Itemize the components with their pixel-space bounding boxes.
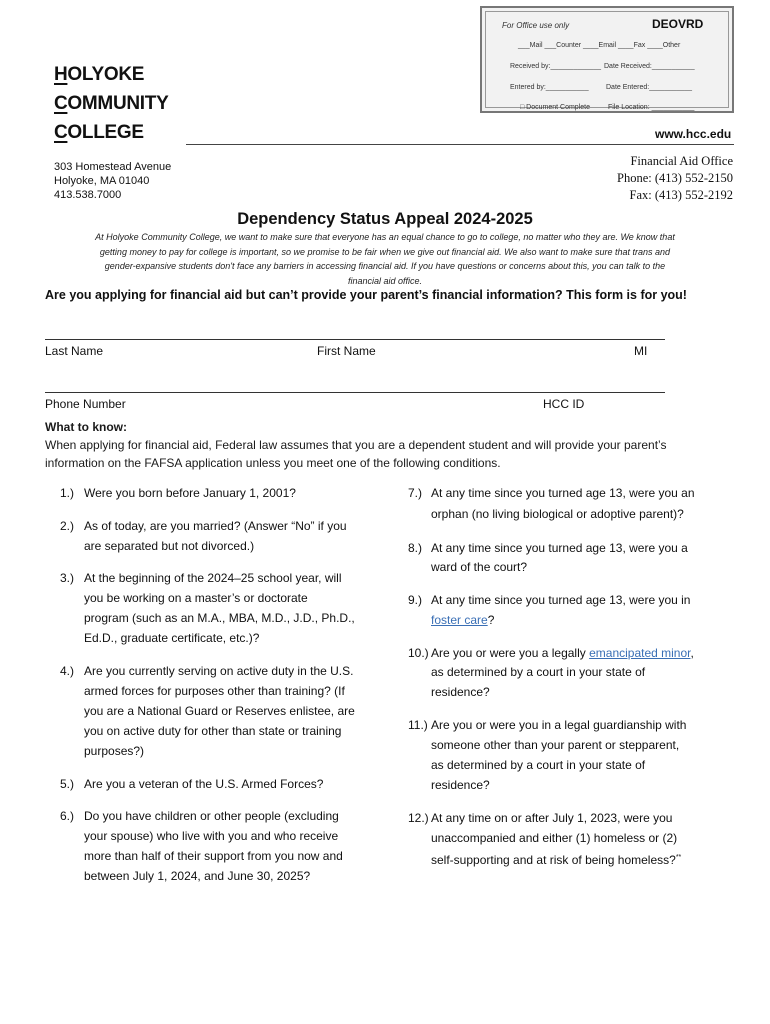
office-date-received: Date Received:___________ (604, 63, 695, 70)
question-number: 9.) (408, 593, 423, 607)
question-6-text: Do you have children or other people (excluding (84, 809, 339, 823)
question-4-text: Are you currently serving on active duty in the U.S. (84, 664, 354, 678)
office-date-entered: Date Entered:___________ (606, 84, 693, 91)
question-number: 4.) (60, 664, 75, 678)
question-number: 5.) (60, 777, 75, 791)
question-12-text: At any time on or after July 1, 2023, were you (431, 811, 673, 825)
page-title: Dependency Status Appeal 2024-2025 (237, 210, 533, 228)
office-use-inner (485, 11, 729, 111)
emancipated-minor-link[interactable]: emancipated minor (589, 646, 691, 660)
financial-aid-contact (617, 153, 733, 204)
question-number: 11.) (408, 718, 428, 732)
question-11-text: someone other than your parent or stepparent, (431, 738, 680, 752)
question-4-text: you are a National Guard or Reserves enlistee, are (84, 704, 355, 718)
question-number: 12.) (408, 811, 429, 825)
logo-line-community: COMMUNITY (54, 93, 169, 114)
question-number: 1.) (60, 486, 75, 500)
form-subheading: Are you applying for financial aid but can’t provide your parent’s financial information? This form is for you! (45, 288, 687, 302)
intro-line: getting money to pay for college is important, so we promise to be fair when we give out financial aid. We also want to make sure that trans and (99, 246, 671, 257)
name-input-line[interactable] (45, 339, 665, 340)
question-9-text: foster care? (431, 613, 495, 627)
question-7-text: orphan (no living biological or adoptive parent)? (431, 507, 684, 521)
office-use-label: For Office use only (502, 21, 570, 30)
office-document-complete: □ Document Complete (520, 104, 590, 111)
question-12-text: unaccompanied and either (1) homeless or (2) (431, 831, 678, 845)
questions-right-column (408, 483, 748, 903)
question-6-text: more than half of their support from you now and (84, 849, 343, 863)
foster-care-link[interactable]: foster care (431, 613, 488, 627)
question-number: 7.) (408, 486, 423, 500)
office-code: DEOVRD (652, 17, 704, 31)
first-name-label: First Name (317, 344, 376, 358)
question-2-text: are separated but not divorced.) (84, 539, 255, 553)
logo-line-holyoke: HOLYOKE (54, 64, 145, 85)
question-8-text: ward of the court? (431, 560, 528, 574)
hcc-id-label: HCC ID (543, 397, 585, 411)
question-10-text: as determined by a court in your state of (431, 665, 646, 679)
office-method-row: ___Mail ___Counter ____Email ____Fax ____Other (518, 42, 681, 49)
question-8-text: At any time since you turned age 13, were you a (431, 541, 688, 555)
last-name-label: Last Name (45, 344, 104, 358)
question-4-text: armed forces for purposes other than training? (If (84, 684, 345, 698)
office-file-location: File Location: ___________ (608, 104, 695, 111)
logo-line-college: COLLEGE (54, 122, 144, 143)
office-entered-by: Entered by:___________ (510, 84, 589, 91)
phone-number-label: Phone Number (45, 397, 126, 411)
question-3-text: you be working on a master’s or doctorate (84, 591, 308, 605)
question-number: 3.) (60, 571, 75, 585)
phone-id-input-line[interactable] (45, 392, 665, 393)
office-use-box (480, 6, 734, 113)
header-divider (186, 144, 734, 145)
question-number: 10.) (408, 646, 429, 660)
question-11-text: as determined by a court in your state of (431, 758, 646, 772)
question-6-text: your spouse) who live with you and who receive (84, 829, 339, 843)
question-1-text: Were you born before January 1, 2001? (84, 486, 296, 500)
website-link[interactable]: www.hcc.edu (655, 127, 732, 141)
question-10-text: Are you or were you a legally emancipated minor, (431, 646, 694, 660)
what-to-know-heading: What to know: (45, 420, 127, 434)
what-to-know-text (45, 436, 666, 472)
question-3-text: Ed.D., graduate certificate, etc.)? (84, 631, 260, 645)
intro-line: gender-expansive students don't face any barriers in accessing financial aid. If you have questions or concerns about this, you can talk to the (104, 261, 666, 271)
question-12-text: self-supporting and at risk of being homeless?** (431, 853, 682, 867)
question-4-text: purposes?) (84, 744, 145, 758)
question-3-text: program (such as an M.A., MBA, M.D., J.D., Ph.D., (84, 611, 355, 625)
question-number: 6.) (60, 809, 75, 823)
office-received-by: Received by:_____________ (510, 63, 602, 70)
address-street: 303 Homestead Avenue (54, 161, 172, 173)
question-9-text: At any time since you turned age 13, were you in (431, 593, 691, 607)
mi-label: MI (634, 344, 648, 358)
question-11-text: Are you or were you in a legal guardianship with (431, 718, 687, 732)
intro-line: financial aid office. (347, 275, 423, 286)
question-6-text: between July 1, 2024, and June 30, 2025? (84, 869, 311, 883)
question-number: 2.) (60, 519, 75, 533)
question-2-text: As of today, are you married? (Answer “No” if you (84, 519, 347, 533)
financial-aid-phone: Phone: (413) 552-2150 (617, 171, 733, 185)
intro-paragraph (30, 230, 740, 288)
address-city: Holyoke, MA 01040 (54, 175, 150, 187)
what-to-know-line: When applying for financial aid, Federal law assumes that you are a dependent student and will provide your parent’s (45, 438, 667, 452)
financial-aid-fax: Fax: (413) 552-2192 (629, 188, 733, 202)
question-5-text: Are you a veteran of the U.S. Armed Forces? (84, 777, 324, 791)
college-address (54, 160, 171, 202)
address-phone: 413.538.7000 (54, 189, 122, 201)
question-10-text: residence? (431, 685, 490, 699)
intro-line: At Holyoke Community College, we want to make sure that everyone has an equal chance to go to college, no matter who they are. We know that (95, 232, 675, 242)
question-3-text: At the beginning of the 2024–25 school year, will (84, 571, 342, 585)
question-7-text: At any time since you turned age 13, were you an (431, 486, 695, 500)
question-number: 8.) (408, 541, 423, 555)
financial-aid-office: Financial Aid Office (630, 154, 733, 168)
question-11-text: residence? (431, 778, 490, 792)
what-to-know-line: information on the FAFSA application unless you meet one of the following conditions. (45, 456, 501, 470)
question-4-text: you on active duty for other than state or training (84, 724, 342, 738)
